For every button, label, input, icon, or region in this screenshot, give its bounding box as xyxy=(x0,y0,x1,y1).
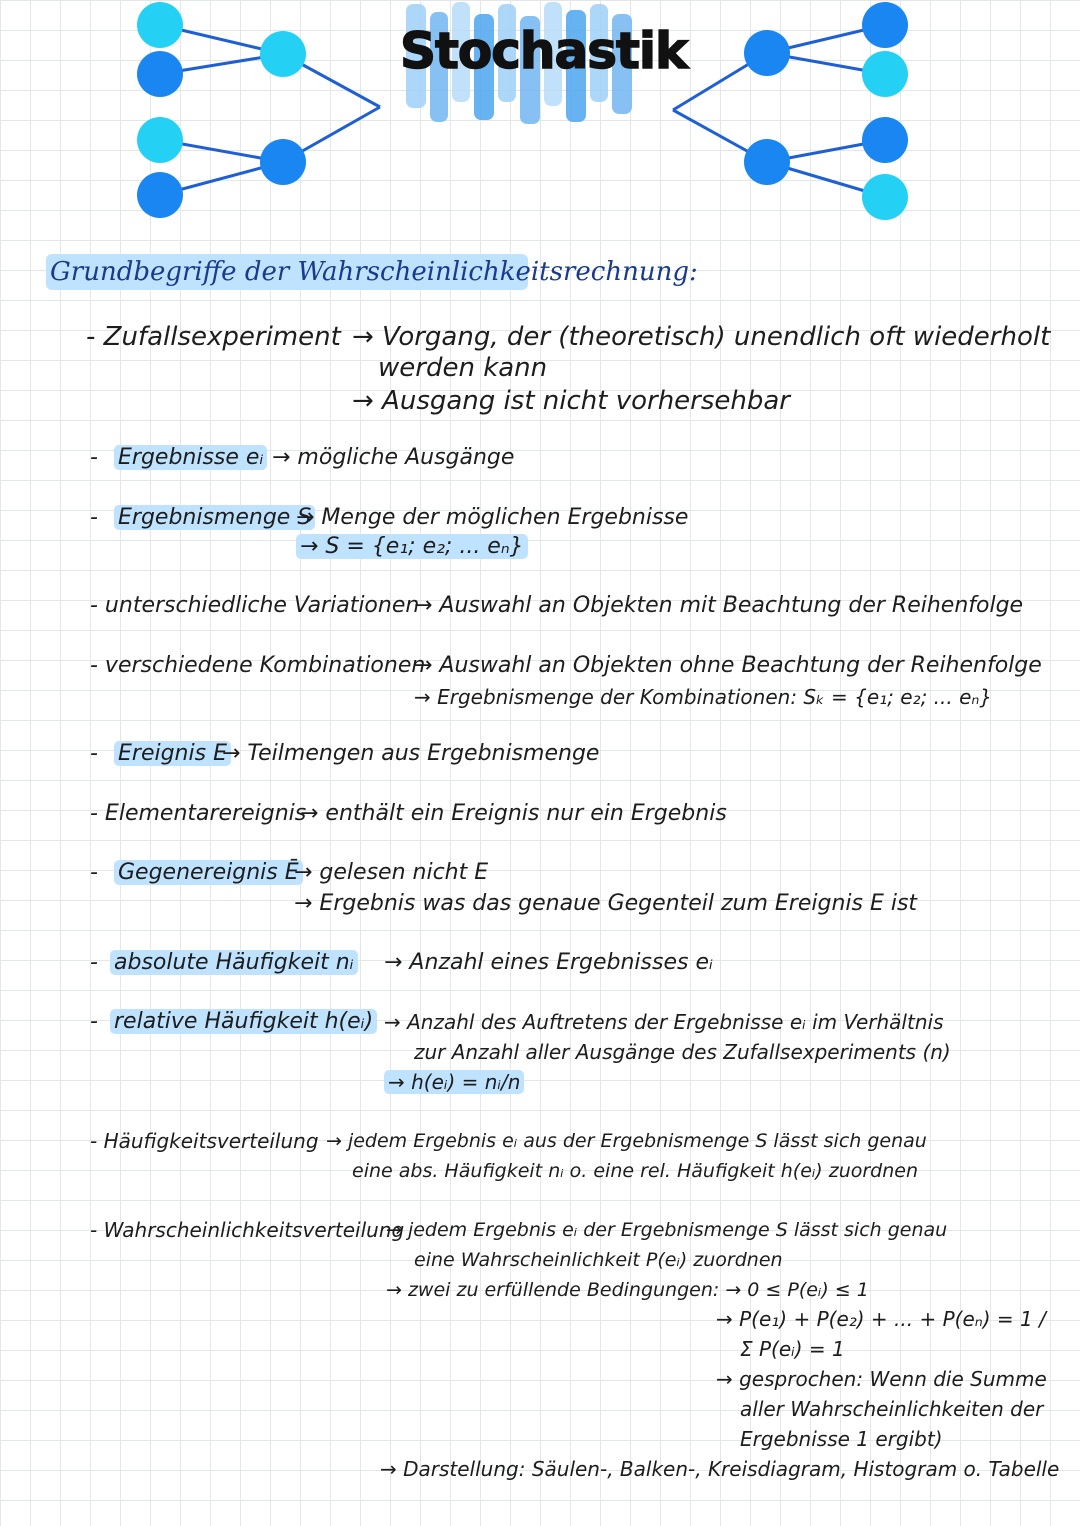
term-line: → Teilmengen aus Ergebnismenge xyxy=(222,741,600,766)
dash: - xyxy=(90,445,98,470)
tree-node xyxy=(137,2,183,48)
term-line: werden kann xyxy=(378,353,548,383)
term-ergebnismenge: Ergebnismenge S xyxy=(114,505,315,530)
term-line: → jedem Ergebnis eᵢ aus der Ergebnismenge S lässt sich genau xyxy=(326,1130,927,1152)
term-line: Σ P(eᵢ) = 1 xyxy=(740,1337,845,1361)
term-relative-haeufigkeit: relative Häufigkeit h(eᵢ) xyxy=(110,1009,377,1034)
term-line: eine abs. Häufigkeit nᵢ o. eine rel. Häufigkeit h(eᵢ) zuordnen xyxy=(352,1160,919,1182)
term-line: → jedem Ergebnis eᵢ der Ergebnismenge S lässt sich genau xyxy=(386,1219,948,1241)
dash: - xyxy=(90,860,98,885)
term-line: → Ergebnismenge der Kombinationen: Sₖ = {e₁; e₂; ... eₙ} xyxy=(414,685,993,709)
term-line: → mögliche Ausgänge xyxy=(272,445,515,470)
term-wahrscheinlichkeitsverteilung: - Wahrscheinlichkeitsverteilung xyxy=(90,1218,405,1242)
tree-node xyxy=(744,30,790,76)
term-zufallsexperiment: - Zufallsexperiment xyxy=(86,322,341,352)
dash: - xyxy=(90,950,98,975)
tree-node xyxy=(137,117,183,163)
tree-node xyxy=(137,172,183,218)
term-line: Ergebnisse 1 ergibt) xyxy=(740,1427,943,1451)
term-line: aller Wahrscheinlichkeiten der xyxy=(740,1397,1044,1421)
term-gegenereignis: Gegenereignis Ē xyxy=(114,860,303,885)
term-line: → gelesen nicht E xyxy=(294,860,489,885)
term-line: → Darstellung: Säulen-, Balken-, Kreisdiagram, Histogram o. Tabelle xyxy=(380,1457,1060,1481)
tree-node xyxy=(260,31,306,77)
term-ergebnisse: Ergebnisse eᵢ xyxy=(114,445,267,470)
term-line: → zwei zu erfüllende Bedingungen: → 0 ≤ P(eᵢ) ≤ 1 xyxy=(386,1279,869,1301)
term-line: → gesprochen: Wenn die Summe xyxy=(716,1367,1047,1391)
tree-node xyxy=(137,51,183,97)
term-line: → S = {e₁; e₂; ... eₙ} xyxy=(296,534,528,559)
term-kombinationen: - verschiedene Kombinationen xyxy=(90,653,426,678)
term-line: → Anzahl eines Ergebnisses eᵢ xyxy=(384,950,713,975)
section-heading: Grundbegriffe der Wahrscheinlichkeitsrechnung: xyxy=(46,254,528,290)
term-absolute-haeufigkeit: absolute Häufigkeit nᵢ xyxy=(110,950,358,975)
term-line: → enthält ein Ereignis nur ein Ergebnis xyxy=(300,801,727,826)
dash: - xyxy=(90,741,98,766)
term-line: → Anzahl des Auftretens der Ergebnisse eᵢ im Verhältnis xyxy=(384,1010,944,1034)
term-line: → Ausgang ist nicht vorhersehbar xyxy=(352,386,791,416)
term-line: → P(e₁) + P(e₂) + ... + P(eₙ) = 1 / xyxy=(716,1307,1046,1331)
tree-node xyxy=(862,117,908,163)
term-line: → Ergebnis was das genaue Gegenteil zum Ereignis E ist xyxy=(294,891,918,916)
term-elementarereignis: - Elementarereignis xyxy=(90,801,307,826)
title-block xyxy=(400,0,688,125)
tree-node xyxy=(260,139,306,185)
dash: - xyxy=(90,505,98,530)
tree-node xyxy=(862,174,908,220)
dash: - xyxy=(90,1009,98,1034)
term-line: → h(eᵢ) = nᵢ/n xyxy=(384,1070,524,1094)
term-line: zur Anzahl aller Ausgänge des Zufallsexperiments (n) xyxy=(414,1040,951,1064)
term-haeufigkeitsverteilung: - Häufigkeitsverteilung xyxy=(90,1129,319,1153)
tree-diagram-right xyxy=(660,0,1060,230)
term-line: → Menge der möglichen Ergebnisse xyxy=(296,505,689,530)
page-title: Stochastik xyxy=(400,22,688,80)
term-variationen: - unterschiedliche Variationen xyxy=(90,593,420,618)
term-line: eine Wahrscheinlichkeit P(eᵢ) zuordnen xyxy=(414,1249,783,1271)
term-line: → Vorgang, der (theoretisch) unendlich oft wiederholt xyxy=(352,322,1051,352)
term-line: → Auswahl an Objekten mit Beachtung der Reihenfolge xyxy=(414,593,1024,618)
tree-node xyxy=(862,2,908,48)
tree-node xyxy=(862,51,908,97)
tree-node xyxy=(744,139,790,185)
term-ereignis: Ereignis E xyxy=(114,741,231,766)
tree-diagram-left xyxy=(0,0,400,230)
term-line: → Auswahl an Objekten ohne Beachtung der Reihenfolge xyxy=(414,653,1042,678)
